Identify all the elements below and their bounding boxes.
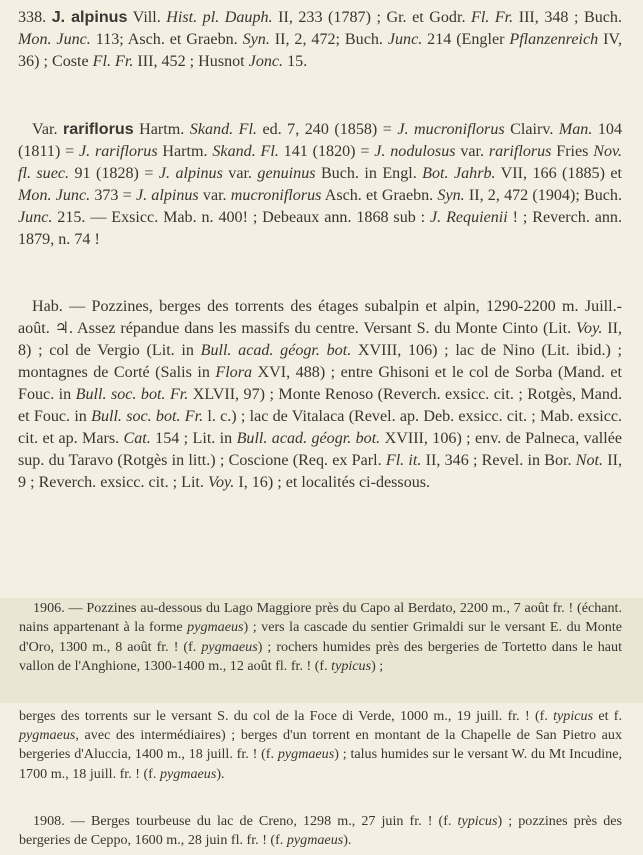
text-run: ed. 7, 240 (1858) = — [256, 121, 398, 138]
italic-reference: J. alpinus — [158, 165, 223, 182]
italic-reference: Fl. Fr. — [471, 9, 514, 26]
text-run: I, 16) ; et localités ci-dessous. — [234, 474, 431, 491]
italic-reference: pygmaeus — [201, 638, 258, 655]
italic-reference: Bot. Jahrb. — [422, 165, 496, 182]
text-run: XVIII, 106) ; lac de Nino (Lit. ibid.) ; montagnes de Corté (Salis in — [18, 342, 622, 381]
italic-reference: pygmaeus — [187, 619, 244, 636]
text-run: l. c.) ; lac de Vitalaca (Revel. ap. Deb. exsicc. cit. ; Mab. exsicc. cit. et ap. Mars. — [18, 408, 623, 447]
text-run: VII, 166 (1885) et — [495, 165, 623, 182]
italic-reference: mucroniflorus — [230, 187, 322, 204]
text-run: Hartm. — [157, 143, 213, 160]
text-run: ) ; rochers humides près des bergeries de Tortetto dans le haut vallon de l'Anghione, 1300-1400 m., 12 août fl. fr. ! (f. — [19, 638, 622, 675]
italic-reference: J. alpinus — [135, 187, 199, 204]
italic-reference: J. nodulosus — [374, 143, 456, 160]
entry-338-synonymy — [18, 6, 622, 73]
italic-reference: typicus — [331, 658, 372, 675]
italic-reference: Voy. — [207, 474, 235, 491]
italic-reference: J. rariflorus — [79, 143, 158, 160]
italic-reference: Skand. Fl. — [189, 121, 257, 138]
text-run: berges des torrents sur le versant S. du col de la Foce di Verde, 1000 m., 19 juill. fr. ! (f. — [19, 708, 554, 724]
italic-reference: Not. — [575, 452, 604, 469]
text-run: 91 (1828) = — [69, 165, 159, 182]
italic-reference: genuinus — [257, 165, 316, 182]
text-run: 214 (Engler — [422, 31, 510, 48]
text-run: Fries — [551, 143, 594, 160]
italic-reference: pygmaeus — [19, 727, 76, 744]
text-run: , avec des intermédiaires) ; berges d'un torrent en montant de la Chapelle de San Pietro aux bergeries d'Aluccia, 1400 m., 18 juill. fr. ! (f. — [19, 727, 622, 763]
italic-reference: Flora — [215, 364, 253, 381]
text-run: ). — [216, 765, 225, 782]
italic-reference: Bull. soc. bot. Fr. — [91, 408, 204, 425]
italic-reference: Syn. — [242, 31, 270, 48]
text-run: XVI, 488) ; entre Ghisoni et le col de Sorba (Mand. et Fouc. in — [18, 364, 622, 403]
italic-reference: Bull. soc. bot. Fr. — [75, 386, 189, 403]
text-run: var. — [198, 187, 231, 204]
text-run: ! ; Reverch. ann. 1879, n. 74 ! — [18, 209, 622, 248]
text-run: 338. — [18, 9, 52, 26]
italic-reference: Junc. — [387, 31, 423, 48]
text-run: ) ; vers la cascade du sentier Grimaldi sur le versant E. du Monte d'Oro, 1300 m., 8 août fr. ! (f. — [19, 619, 622, 655]
text-run: II, 8) ; col de Vergio (Lit. in — [18, 320, 622, 359]
variety-rariflorus-synonymy — [18, 118, 622, 251]
text-run: var. — [222, 165, 258, 182]
text-run: III, 452 ; Husnot — [133, 53, 249, 70]
italic-reference: Cat. — [123, 430, 151, 447]
collections-1908 — [19, 812, 622, 851]
italic-reference: typicus — [553, 708, 594, 724]
text-run: Hab. — Pozzines, berges des torrents des étages subalpin et alpin, 1290-2200 m. Juill.-août. ♃. Assez répandue dans les massifs du centre. Versant S. du Monte Cinto (Lit. — [18, 298, 622, 337]
text-run: II, 2, 472; Buch. — [269, 31, 388, 48]
italic-reference: J. Requienii — [430, 209, 508, 226]
italic-reference: Bull. acad. géogr. bot. — [236, 430, 381, 447]
italic-reference: Hist. pl. Dauph. — [166, 9, 273, 26]
text-run: 1906. — Pozzines au-dessous du Lago Maggiore près du Capo al Berdato, 2200 m., 7 août fr. ! (échant. nains appartenant à la forme — [19, 600, 622, 636]
text-run: Buch. in Engl. — [315, 165, 423, 182]
text-run: Vill. — [127, 9, 167, 26]
text-run: XLVII, 97) ; Monte Renoso (Reverch. exsicc. cit. ; Rotgès, Mand. et Fouc. in — [18, 386, 623, 425]
text-run: Clairv. — [504, 121, 559, 138]
italic-reference: Fl. it. — [385, 452, 422, 469]
text-run: ) ; — [371, 658, 384, 675]
text-run: IV, 36) ; Coste — [18, 31, 622, 70]
text-run: 154 ; Lit. in — [150, 430, 237, 447]
text-run: II, 346 ; Revel. in Bor. — [421, 452, 576, 469]
collections-1906-continued — [19, 707, 622, 784]
italic-reference: Syn. — [437, 187, 465, 204]
text-run: II, 233 (1787) ; Gr. et Godr. — [272, 9, 471, 26]
text-run: II, 2, 472 (1904); Buch. — [464, 187, 622, 204]
text-run: et f. — [593, 708, 623, 724]
italic-reference: Mon. Junc. — [18, 187, 91, 204]
italic-reference: Fl. Fr. — [92, 53, 134, 70]
text-run: 15. — [283, 53, 308, 70]
text-run: 373 = — [90, 187, 136, 204]
text-run: III, 348 ; Buch. — [513, 9, 622, 26]
italic-reference: Pflanzenreich — [509, 31, 599, 48]
text-run: 141 (1820) = — [278, 143, 375, 160]
italic-reference: typicus — [457, 813, 498, 829]
taxon-name: rariflorus — [62, 120, 134, 138]
text-run: var. — [455, 143, 489, 160]
text-run: Asch. et Graebn. — [321, 187, 438, 204]
text-run: Hartm. — [133, 121, 190, 138]
italic-reference: Voy. — [576, 320, 603, 337]
italic-reference: pygmaeus — [277, 746, 335, 763]
italic-reference: rariflorus — [488, 143, 552, 160]
text-run: XVIII, 106) ; env. de Palneca, vallée sup. du Taravo (Rotgès in litt.) ; Coscione (Req. ex Parl. — [18, 430, 623, 469]
italic-reference: Nov. fl. suec. — [18, 143, 623, 182]
italic-reference: Mon. Junc. — [18, 31, 91, 48]
text-run: 113; Asch. et Graebn. — [90, 31, 243, 48]
italic-reference: Man. — [558, 121, 593, 138]
text-run: II, 9 ; Reverch. exsicc. cit. ; Lit. — [18, 452, 622, 491]
italic-reference: pygmaeus — [159, 765, 217, 782]
italic-reference: J. mucroniflorus — [397, 121, 505, 138]
italic-reference: Skand. Fl. — [212, 143, 279, 160]
italic-reference: Bull. acad. géogr. bot. — [200, 342, 352, 359]
habitat-paragraph — [18, 296, 622, 494]
collections-1906 — [19, 599, 622, 677]
text-run: ) ; pozzines près des bergeries de Ceppo, 1600 m., 28 juin fl. fr. ! (f. — [19, 813, 623, 849]
italic-reference: pygmaeus — [286, 832, 344, 849]
text-run: ) ; talus humides sur le versant W. du Mt Incudine, 1700 m., 18 juill. fr. ! (f. — [19, 746, 623, 782]
taxon-name: J. alpinus — [51, 8, 128, 26]
text-run: 1908. — Berges tourbeuse du lac de Creno, 1298 m., 27 juin fr. ! (f. — [33, 813, 458, 829]
text-run: 215. — Exsicc. Mab. n. 400! ; Debeaux ann. 1868 sub : — [52, 209, 431, 226]
italic-reference: Jonc. — [248, 53, 284, 70]
italic-reference: Junc. — [18, 209, 53, 226]
text-run: Var. — [32, 121, 63, 138]
text-run: ). — [343, 832, 352, 849]
text-run: 104 (1811) = — [18, 121, 623, 160]
